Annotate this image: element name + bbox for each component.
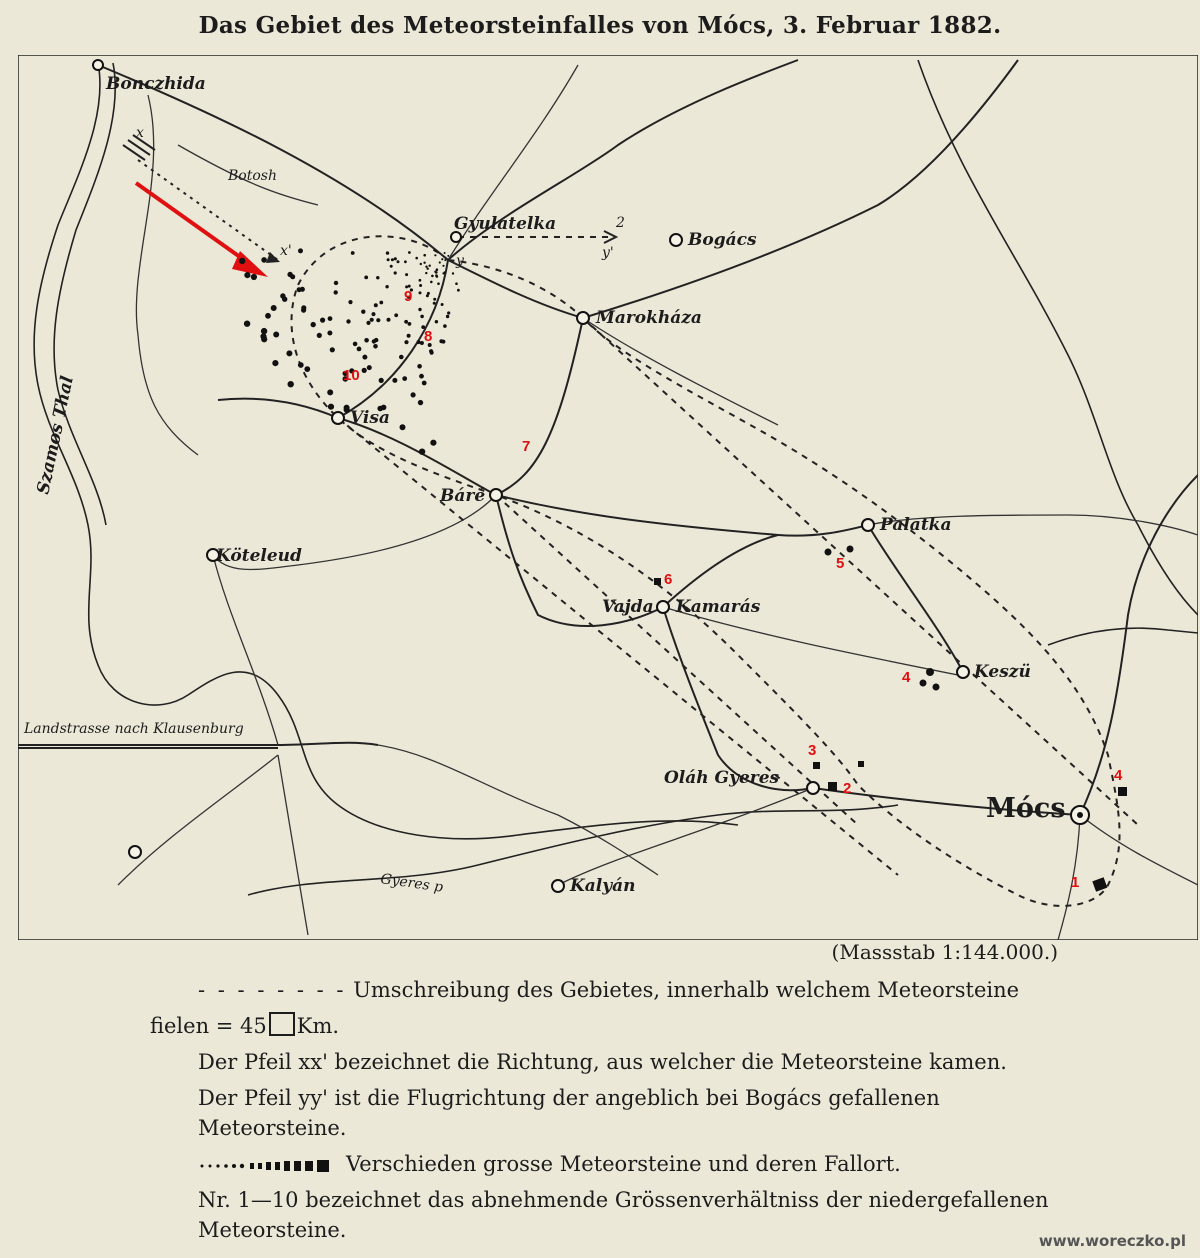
meteorite-dot	[320, 318, 325, 323]
meteorite-dot	[272, 360, 278, 366]
place-bonczhida: Bonczhida	[106, 74, 206, 94]
meteorite-dot	[346, 319, 350, 323]
meteorite-dot	[404, 260, 407, 263]
place-vajda: Vajda	[602, 597, 654, 617]
legend-area-post: Km.	[296, 1014, 340, 1038]
meteorite-dot	[429, 265, 431, 267]
legend-arrow-xx: Der Pfeil xx' bezeichnet die Richtung, aus welcher die Meteorsteine kamen.	[198, 1050, 1007, 1074]
meteorite-dot	[334, 281, 338, 285]
meteorite-dot	[415, 257, 418, 260]
town-mocs-center	[1077, 812, 1083, 818]
meteorite-dot	[418, 308, 421, 311]
meteorite-dot	[420, 263, 422, 265]
legend-dashes: - - - - - - - -	[198, 978, 347, 1002]
legend-arrow-yy: Der Pfeil yy' ist die Flugrichtung der angeblich bei Bogács gefallenen Meteorsteine.	[198, 1086, 940, 1140]
meteorite-dot	[286, 350, 292, 356]
meteorite-dot	[348, 300, 352, 304]
marker-5: 5	[836, 555, 845, 572]
meteorite-dot	[357, 347, 362, 352]
marker-1: 1	[1071, 874, 1080, 891]
marker-4: 4	[902, 669, 911, 686]
meteorite-dot	[442, 265, 444, 267]
meteorite-dot	[436, 275, 439, 278]
meteorite-dot	[405, 273, 408, 276]
meteorite-dot	[376, 318, 380, 322]
stone-5a	[825, 549, 832, 556]
meteorite-dot	[379, 301, 383, 305]
meteorite-dot	[373, 344, 378, 349]
meteorite-dot	[418, 400, 423, 405]
meteorite-dot	[366, 321, 370, 325]
marker-3: 3	[808, 742, 817, 759]
meteorite-dot	[425, 266, 427, 268]
meteorite-dot	[311, 322, 316, 327]
meteorite-dot	[386, 251, 389, 254]
legend	[150, 975, 1062, 1251]
meteorite-dot	[304, 366, 310, 372]
place-keszu: Keszü	[974, 662, 1031, 682]
meteorite-dot	[447, 255, 449, 257]
stone-1	[1092, 877, 1107, 891]
place-landstrasse: Landstrasse nach Klausenburg	[24, 721, 244, 737]
town-bare-marker	[490, 489, 502, 501]
town-bogacs-marker	[670, 234, 682, 246]
stone-5b	[847, 546, 854, 553]
road-kamaras-keszu	[663, 607, 958, 675]
arrow-y-label: y	[456, 253, 464, 269]
meteorite-dot	[444, 259, 446, 261]
legend-boundary	[150, 975, 1062, 1005]
meteorite-dot	[317, 333, 322, 338]
meteorite-dot	[290, 274, 295, 279]
road-bonczhida-gyulatelka	[98, 65, 448, 260]
meteorite-dot	[385, 285, 388, 288]
place-palatka: Palatka	[880, 515, 952, 535]
stone-4-east	[1118, 787, 1127, 796]
meteorite-dot	[433, 298, 436, 301]
marker-7: 7	[522, 438, 531, 455]
meteorite-dot	[423, 262, 425, 264]
meteorite-dot	[394, 313, 398, 317]
place-bogacs: Bogács	[688, 230, 757, 250]
marker-4-east: 4	[1114, 767, 1123, 784]
meteorite-dot	[344, 407, 350, 413]
place-bare: Báré	[440, 486, 486, 506]
town-bonczhida-marker	[93, 60, 103, 70]
meteorite-dot	[427, 268, 429, 270]
meteorite-dot	[364, 276, 368, 280]
meteorite-dot	[447, 311, 450, 314]
meteorite-dot	[374, 338, 378, 342]
meteorite-dot	[430, 281, 433, 284]
road-palatka-keszu	[868, 525, 963, 672]
town-keszu-marker	[957, 666, 969, 678]
meteorite-dot	[425, 272, 427, 274]
road-bare-marokhaza	[496, 318, 583, 495]
meteorite-dot	[441, 258, 443, 260]
meteorite-dot	[394, 257, 397, 260]
stone-3b	[858, 761, 864, 767]
meteorite-dot	[364, 338, 369, 343]
road-gyulatelka-marokhaza	[448, 260, 583, 318]
marker-10: 10	[343, 367, 360, 384]
meteorite-dot	[420, 315, 424, 319]
meteorite-dot	[244, 321, 250, 327]
legend-stones-text: Verschieden grosse Meteorsteine und deren Fallort.	[346, 1152, 901, 1176]
meteorite-dot	[271, 305, 277, 311]
town-olah-gyeres-marker	[807, 782, 819, 794]
meteorite-dot	[261, 328, 267, 334]
meteorite-dot	[327, 389, 333, 395]
meteorite-dot	[392, 378, 397, 383]
place-koteleud: Köteleud	[216, 546, 302, 566]
meteorite-dot	[399, 355, 404, 360]
stone-6	[654, 578, 661, 585]
meteorite-dot	[379, 378, 384, 383]
meteorite-dot	[441, 340, 445, 344]
meteorite-dot	[397, 260, 400, 263]
legend-area-pre: fielen = 45	[150, 1014, 267, 1038]
legend-stones	[150, 1149, 1062, 1179]
marker-8: 8	[424, 328, 433, 345]
place-gyeres-p: Gyeres p	[379, 871, 445, 896]
meteorite-dot	[419, 291, 422, 294]
arrow-two-label: 2	[616, 215, 625, 231]
stone-4b	[920, 680, 927, 687]
arrow-x-label: x	[136, 125, 144, 141]
meteorite-dot	[328, 404, 334, 410]
meteorite-dot	[419, 279, 422, 282]
meteorite-dot	[251, 274, 257, 280]
road-south	[278, 755, 308, 935]
meteorite-dot	[423, 254, 426, 257]
place-botosh: Botosh	[228, 168, 277, 184]
meteorite-dot	[400, 424, 406, 430]
stones-symbol-icon	[198, 1160, 338, 1172]
meteorite-dot	[376, 276, 379, 279]
meteorite-dot	[361, 310, 365, 314]
meteorite-dot	[265, 313, 271, 319]
meteorite-dot	[362, 368, 367, 373]
town-marokhaza-marker	[577, 312, 589, 324]
road-west-1	[136, 95, 198, 455]
place-kalyan: Kalyán	[570, 876, 636, 896]
town-kamaras-marker	[657, 601, 669, 613]
meteorite-dot	[408, 251, 411, 254]
stone-2	[828, 782, 837, 791]
meteorite-dot	[394, 271, 397, 274]
meteorite-dot	[353, 342, 358, 347]
meteorite-dot	[417, 340, 421, 344]
road-visa-bare	[338, 418, 496, 495]
place-mocs: Mócs	[986, 793, 1066, 824]
meteorite-dot	[404, 320, 408, 324]
meteorite-dot	[436, 269, 438, 271]
map-title: Das Gebiet des Meteorsteinfalles von Mócs, 3. Februar 1882.	[198, 12, 1002, 39]
east-stream	[1048, 628, 1198, 645]
meteorite-dot	[411, 392, 416, 397]
meteorite-dot	[444, 271, 446, 273]
meteorite-dot	[372, 312, 376, 316]
meteorite-dot	[408, 322, 412, 326]
meteorite-dot	[351, 251, 355, 255]
arrow-xprime-label: x'	[280, 243, 292, 259]
meteorite-dot	[457, 289, 460, 292]
meteorite-dot	[407, 334, 411, 338]
place-gyulatelka: Gyulatelka	[454, 214, 557, 234]
meteorite-dot	[429, 349, 433, 353]
meteorite-dot	[327, 331, 332, 336]
meteorite-dot	[435, 320, 438, 323]
landstrasse-road	[18, 743, 378, 745]
meteorite-dot	[419, 374, 424, 379]
road-bare-palatka	[496, 495, 868, 536]
meteorite-dot	[370, 318, 374, 322]
legend-numbers: Nr. 1—10 bezeichnet das abnehmende Grössenverhältniss der niedergefallenen Meteorsteine.	[198, 1188, 1049, 1242]
place-kamaras: Kamarás	[676, 597, 761, 617]
town-kalyan-marker	[552, 880, 564, 892]
meteorite-dot	[435, 271, 438, 274]
meteorite-dot	[422, 381, 427, 386]
meteorite-dot	[390, 265, 393, 268]
meteorite-dot	[362, 355, 367, 360]
meteorite-dot	[261, 257, 267, 263]
meteorite-dot	[367, 365, 372, 370]
meteorite-dot	[387, 318, 391, 322]
marker-2: 2	[843, 780, 852, 797]
meteorite-dot	[443, 324, 447, 328]
meteorite-dot	[434, 250, 436, 252]
marker-6: 6	[664, 571, 673, 588]
map-canvas	[18, 55, 1198, 940]
meteorite-dot	[419, 284, 422, 287]
square-icon	[269, 1012, 295, 1036]
stone-4c	[933, 684, 940, 691]
dashed-line-2	[338, 418, 898, 875]
meteorite-dot	[244, 272, 250, 278]
meteorite-dot	[430, 440, 436, 446]
road-west-visa	[218, 399, 338, 418]
road-mocs-se	[1080, 815, 1198, 885]
road-koteleud-south	[213, 555, 278, 745]
meteorite-dot	[273, 332, 279, 338]
meteorite-dot	[330, 347, 335, 352]
meteorite-dot	[239, 258, 245, 264]
road-marokhaza-se	[583, 318, 778, 425]
meteorite-dot	[374, 303, 378, 307]
meteorite-dot	[282, 297, 287, 302]
meteorite-dot	[404, 340, 408, 344]
meteorite-dot	[431, 275, 434, 278]
stone-3	[813, 762, 820, 769]
meteorite-dot	[301, 305, 306, 310]
meteorite-dot	[298, 248, 303, 253]
road-sw	[118, 755, 278, 885]
meteorite-dot	[452, 272, 454, 274]
meteorite-dot	[455, 282, 458, 285]
meteorite-dot	[387, 258, 390, 261]
town-visa-marker	[332, 412, 344, 424]
meteorite-dot	[441, 303, 444, 306]
meteorite-dot	[439, 261, 441, 263]
legend-area	[150, 1011, 1062, 1041]
meteorite-dot	[328, 316, 333, 321]
meteorite-dot	[426, 294, 429, 297]
town-palatka-marker	[862, 519, 874, 531]
meteorite-dot	[334, 290, 338, 294]
meteorite-dot	[391, 258, 394, 261]
place-marokhaza: Marokháza	[596, 308, 702, 328]
red-arrow-shaft	[136, 183, 254, 267]
watermark: www.woreczko.pl	[1038, 1232, 1186, 1250]
place-olah-gyeres: Oláh Gyeres	[664, 768, 780, 788]
stone-4a	[926, 668, 934, 676]
meteorite-dot	[288, 381, 294, 387]
meteorite-dot	[402, 376, 407, 381]
meteorite-dot	[433, 302, 436, 305]
arrow-yprime-label: y'	[602, 245, 614, 261]
meteorite-dot	[437, 282, 440, 285]
legend-boundary-text: Umschreibung des Gebietes, innerhalb welchem Meteorsteine	[353, 978, 1020, 1002]
meteorite-dot	[298, 362, 304, 368]
marker-9: 9	[404, 288, 413, 305]
town-unnamed-marker	[129, 846, 141, 858]
map-scale: (Massstab 1:144.000.)	[831, 940, 1058, 964]
meteorite-dot	[300, 287, 305, 292]
meteorite-dot	[444, 252, 446, 254]
meteorite-dot	[417, 364, 422, 369]
meteorite-dot	[446, 315, 449, 318]
meteorite-dot	[419, 449, 425, 455]
meteorite-dot	[261, 336, 267, 342]
road-marokhaza-ne	[583, 60, 1018, 318]
place-szamos-thal: Szamos Thal	[33, 374, 78, 497]
meteorite-dot	[434, 254, 436, 256]
place-visa: Visa	[350, 408, 390, 428]
